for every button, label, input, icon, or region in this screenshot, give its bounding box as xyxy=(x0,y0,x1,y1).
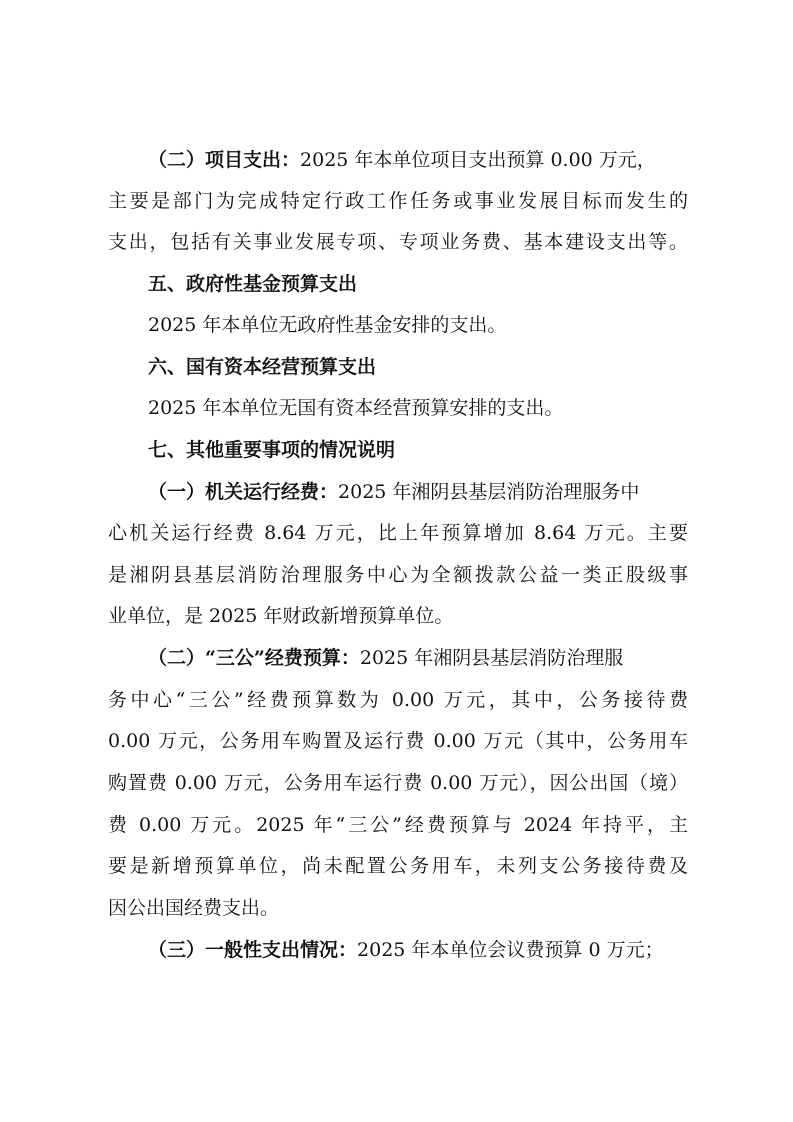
section-five-text: 2025 年本单位无政府性基金安排的支出。 xyxy=(148,314,507,336)
project-expense-line-3: 支出，包括有关事业发展专项、专项业务费、基本建设支出等。 xyxy=(108,231,688,253)
project-expense-line-1 xyxy=(148,146,688,174)
three-public-line-5: 费 0.00 万元。2025 年“三公”经费预算与 2024 年持平，主 xyxy=(108,814,688,836)
section-five-heading: 五、政府性基金预算支出 xyxy=(148,273,358,295)
operating-cost-text: 2025 年湘阴县基层消防治理服务中 xyxy=(338,481,640,503)
general-expense-label: （三）一般性支出情况： xyxy=(148,939,358,961)
operating-cost-line-3: 是湘阴县基层消防治理服务中心为全额拨款公益一类正股级事 xyxy=(108,564,688,586)
operating-cost-label: （一）机关运行经费： xyxy=(148,481,339,503)
section-six-text: 2025 年本单位无国有资本经营预算安排的支出。 xyxy=(148,397,564,419)
three-public-line-4: 购置费 0.00 万元，公务用车运行费 0.00 万元），因公出国（境） xyxy=(108,772,688,794)
project-expense-label: （二）项目支出： xyxy=(148,149,301,171)
general-expense-text: 2025 年本单位会议费预算 0 万元； xyxy=(357,939,664,961)
section-seven-heading: 七、其他重要事项的情况说明 xyxy=(148,439,396,461)
operating-cost-line-4: 业单位，是 2025 年财政新增预算单位。 xyxy=(108,605,454,627)
three-public-line-1 xyxy=(148,644,688,672)
three-public-text: 2025 年湘阴县基层消防治理服 xyxy=(359,647,624,669)
section-six-heading: 六、国有资本经营预算支出 xyxy=(148,356,377,378)
three-public-label: （二）“三公”经费预算： xyxy=(148,647,360,669)
three-public-line-6: 要是新增预算单位，尚未配置公务用车，未列支公务接待费及 xyxy=(108,855,688,877)
operating-cost-line-2: 心机关运行经费 8.64 万元，比上年预算增加 8.64 万元。主要 xyxy=(108,522,688,544)
general-expense-line-1 xyxy=(148,936,688,964)
three-public-line-2: 务中心“三公”经费预算数为 0.00 万元，其中，公务接待费 xyxy=(108,689,688,711)
operating-cost-line-1 xyxy=(148,478,688,506)
three-public-line-3: 0.00 万元，公务用车购置及运行费 0.00 万元（其中，公务用车 xyxy=(108,730,688,752)
three-public-line-7: 因公出国经费支出。 xyxy=(108,897,280,919)
project-expense-line-2: 主要是部门为完成特定行政工作任务或事业发展目标而发生的 xyxy=(108,190,688,212)
project-expense-text: 2025 年本单位项目支出预算 0.00 万元， xyxy=(300,149,656,171)
